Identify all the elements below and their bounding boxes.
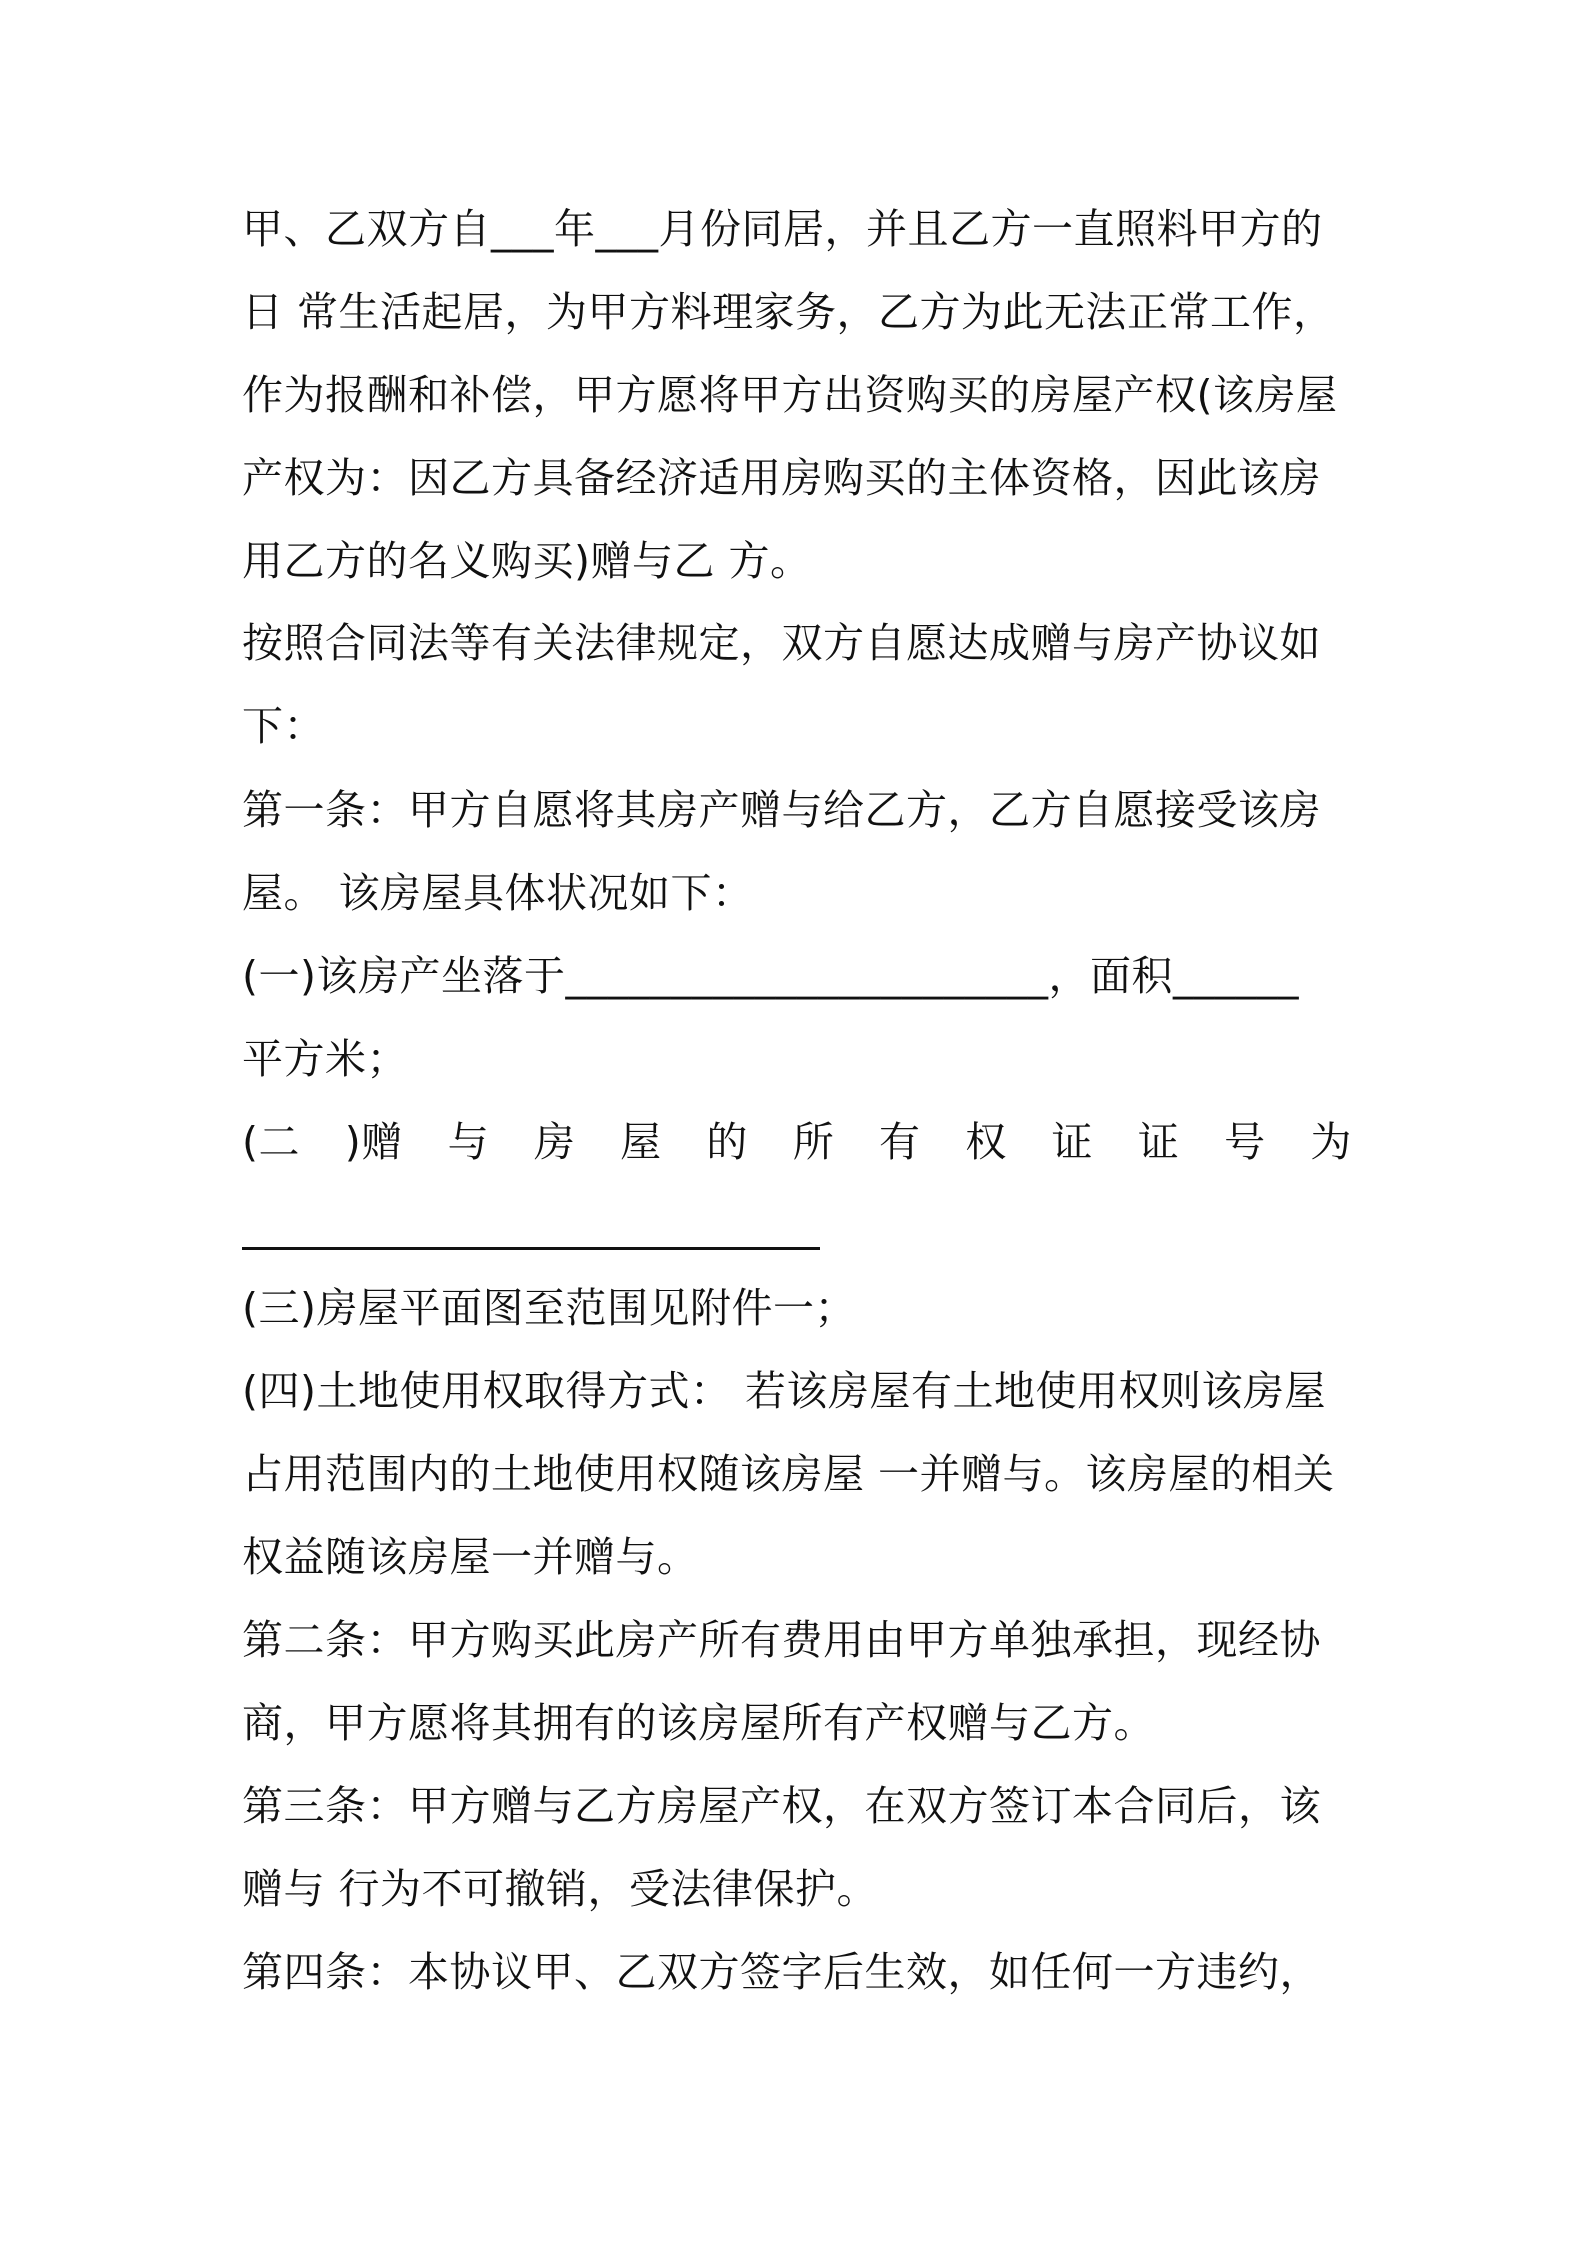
clause-4-line: (四)土地使用权取得方式： 若该房屋有土地使用权则该房屋 (242, 1367, 1327, 1415)
spread-char: 与 (447, 1118, 490, 1166)
paragraph-line: 甲、乙双方自___年___月份同居，并且乙方一直照料甲方的 (242, 205, 1323, 253)
spread-char: 证 (1051, 1118, 1094, 1166)
spread-char: )赠 (344, 1118, 403, 1166)
paragraph-line: 平方米； (242, 1035, 408, 1083)
spread-char: 证 (1137, 1118, 1180, 1166)
article-4-line: 第四条：本协议甲、乙双方签字后生效，如任何一方违约， (242, 1948, 1321, 1996)
spread-char: 号 (1224, 1118, 1266, 1166)
spread-char: 的 (706, 1118, 748, 1166)
article-1-line: 第一条：甲方自愿将其房产赠与给乙方，乙方自愿接受该房 (242, 786, 1321, 834)
spread-char: 权 (965, 1118, 1007, 1166)
clause-1-line: (一)该房产坐落于_______________________，面积______ (242, 952, 1299, 1000)
paragraph-line: 下： (242, 702, 325, 750)
article-2-line: 第二条：甲方购买此房产所有费用由甲方单独承担，现经协 (242, 1616, 1321, 1664)
article-3-line: 第三条：甲方赠与乙方房屋产权，在双方签订本合同后，该 (242, 1782, 1321, 1830)
spread-char: 房 (533, 1118, 576, 1166)
paragraph-line: 产权为：因乙方具备经济适用房购买的主体资格，因此该房 (242, 454, 1321, 502)
spread-char: 屋 (620, 1118, 662, 1166)
certificate-number-blank (242, 1247, 820, 1250)
clause-3-line: (三)房屋平面图至范围见附件一； (242, 1284, 856, 1332)
paragraph-line: 权益随该房屋一并赠与。 (242, 1533, 699, 1581)
paragraph-line: 日 常生活起居，为甲方料理家务，乙方为此无法正常工作， (242, 288, 1335, 336)
paragraph-line: 商，甲方愿将其拥有的该房屋所有产权赠与乙方。 (242, 1699, 1155, 1747)
paragraph-line: 用乙方的名义购买)赠与乙 方。 (242, 537, 812, 585)
spread-char: 为 (1310, 1118, 1352, 1166)
clause-2-line (242, 1116, 1352, 1168)
spread-char: 有 (878, 1118, 921, 1166)
spread-char: 所 (792, 1118, 835, 1166)
paragraph-line: 屋。 该房屋具体状况如下： (242, 869, 754, 917)
spread-char: (二 (242, 1118, 300, 1166)
paragraph-line: 赠与 行为不可撤销，受法律保护。 (242, 1865, 879, 1913)
paragraph-line: 作为报酬和补偿，甲方愿将甲方出资购买的房屋产权(该房屋 (242, 371, 1338, 419)
paragraph-line: 按照合同法等有关法律规定，双方自愿达成赠与房产协议如 (242, 619, 1321, 667)
paragraph-line: 占用范围内的土地使用权随该房屋 一并赠与。该房屋的相关 (242, 1450, 1335, 1498)
